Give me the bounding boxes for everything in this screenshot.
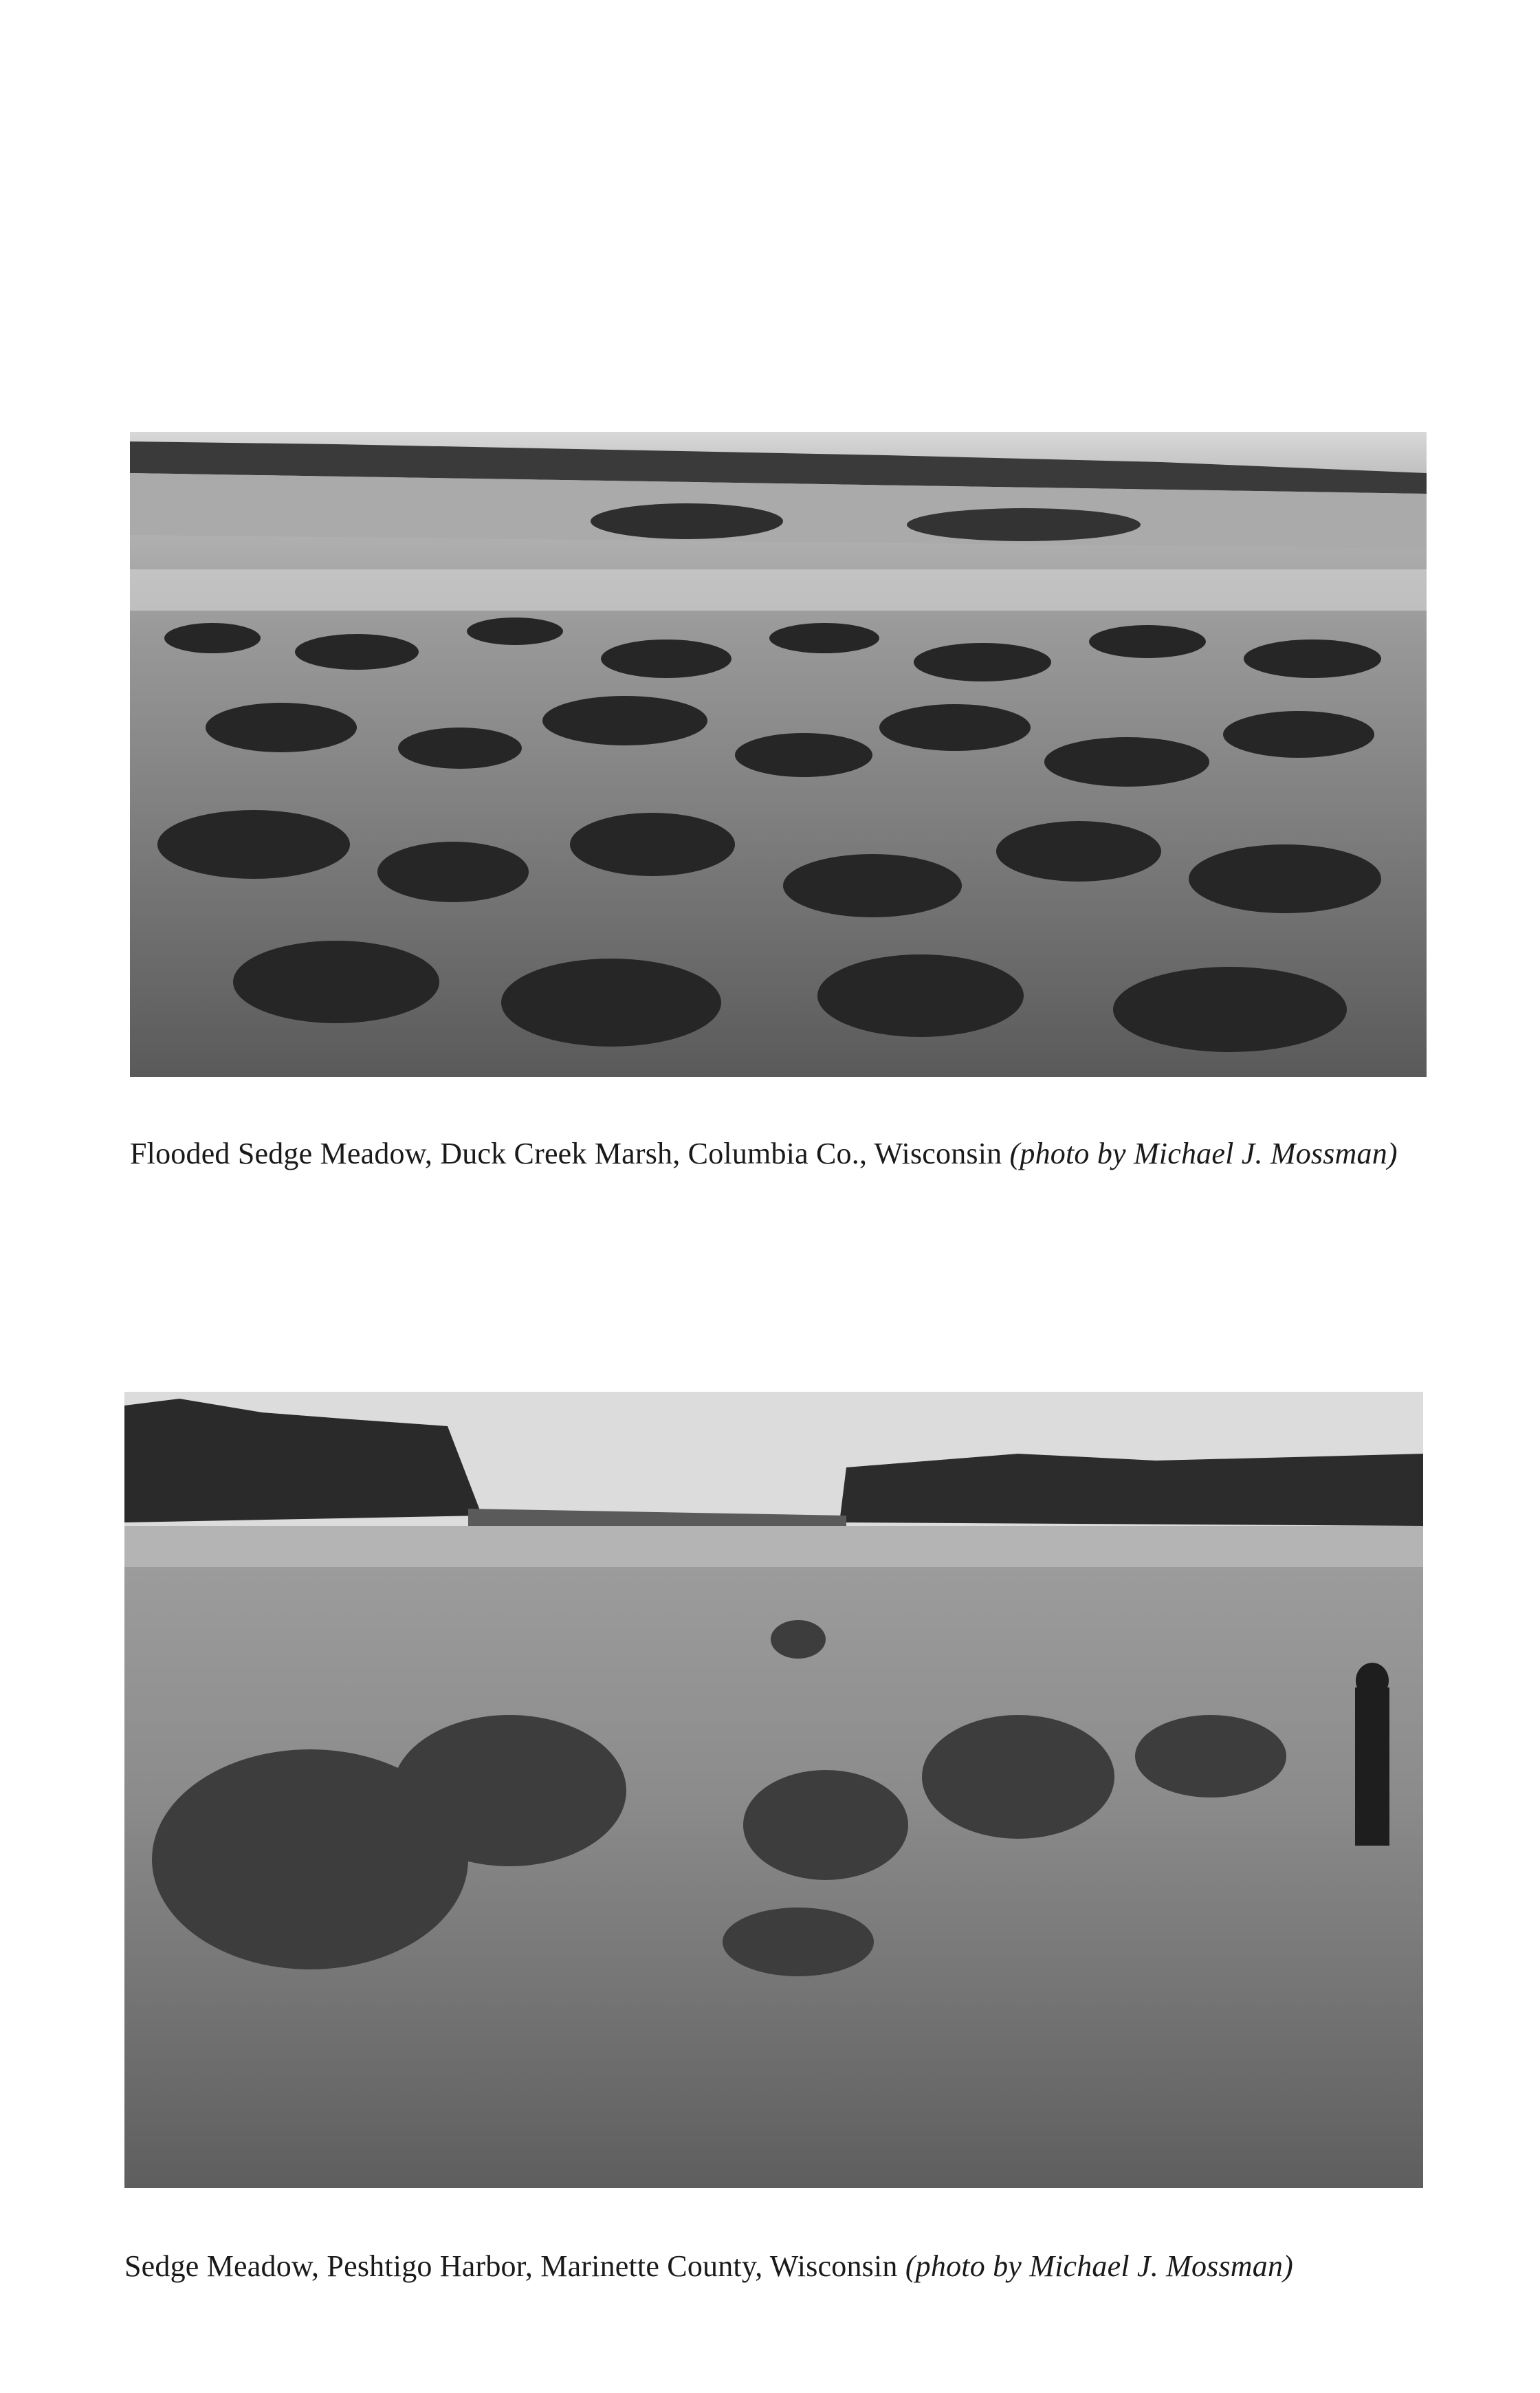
caption-credit: (photo by Michael J. Mossman) — [1009, 1137, 1398, 1170]
photo-flooded-sedge-meadow — [130, 432, 1427, 1077]
caption-photo-1 — [130, 1135, 1436, 1173]
photo-sedge-meadow — [124, 1392, 1423, 2188]
caption-text: Sedge Meadow, Peshtigo Harbor, Marinette County, Wisconsin — [124, 2249, 905, 2283]
caption-credit: (photo by Michael J. Mossman) — [905, 2249, 1294, 2283]
caption-text: Flooded Sedge Meadow, Duck Creek Marsh, Columbia Co., Wisconsin — [130, 1137, 1010, 1170]
caption-photo-2 — [124, 2247, 1465, 2286]
photo-image — [124, 1392, 1423, 2188]
photo-image — [130, 432, 1427, 1077]
